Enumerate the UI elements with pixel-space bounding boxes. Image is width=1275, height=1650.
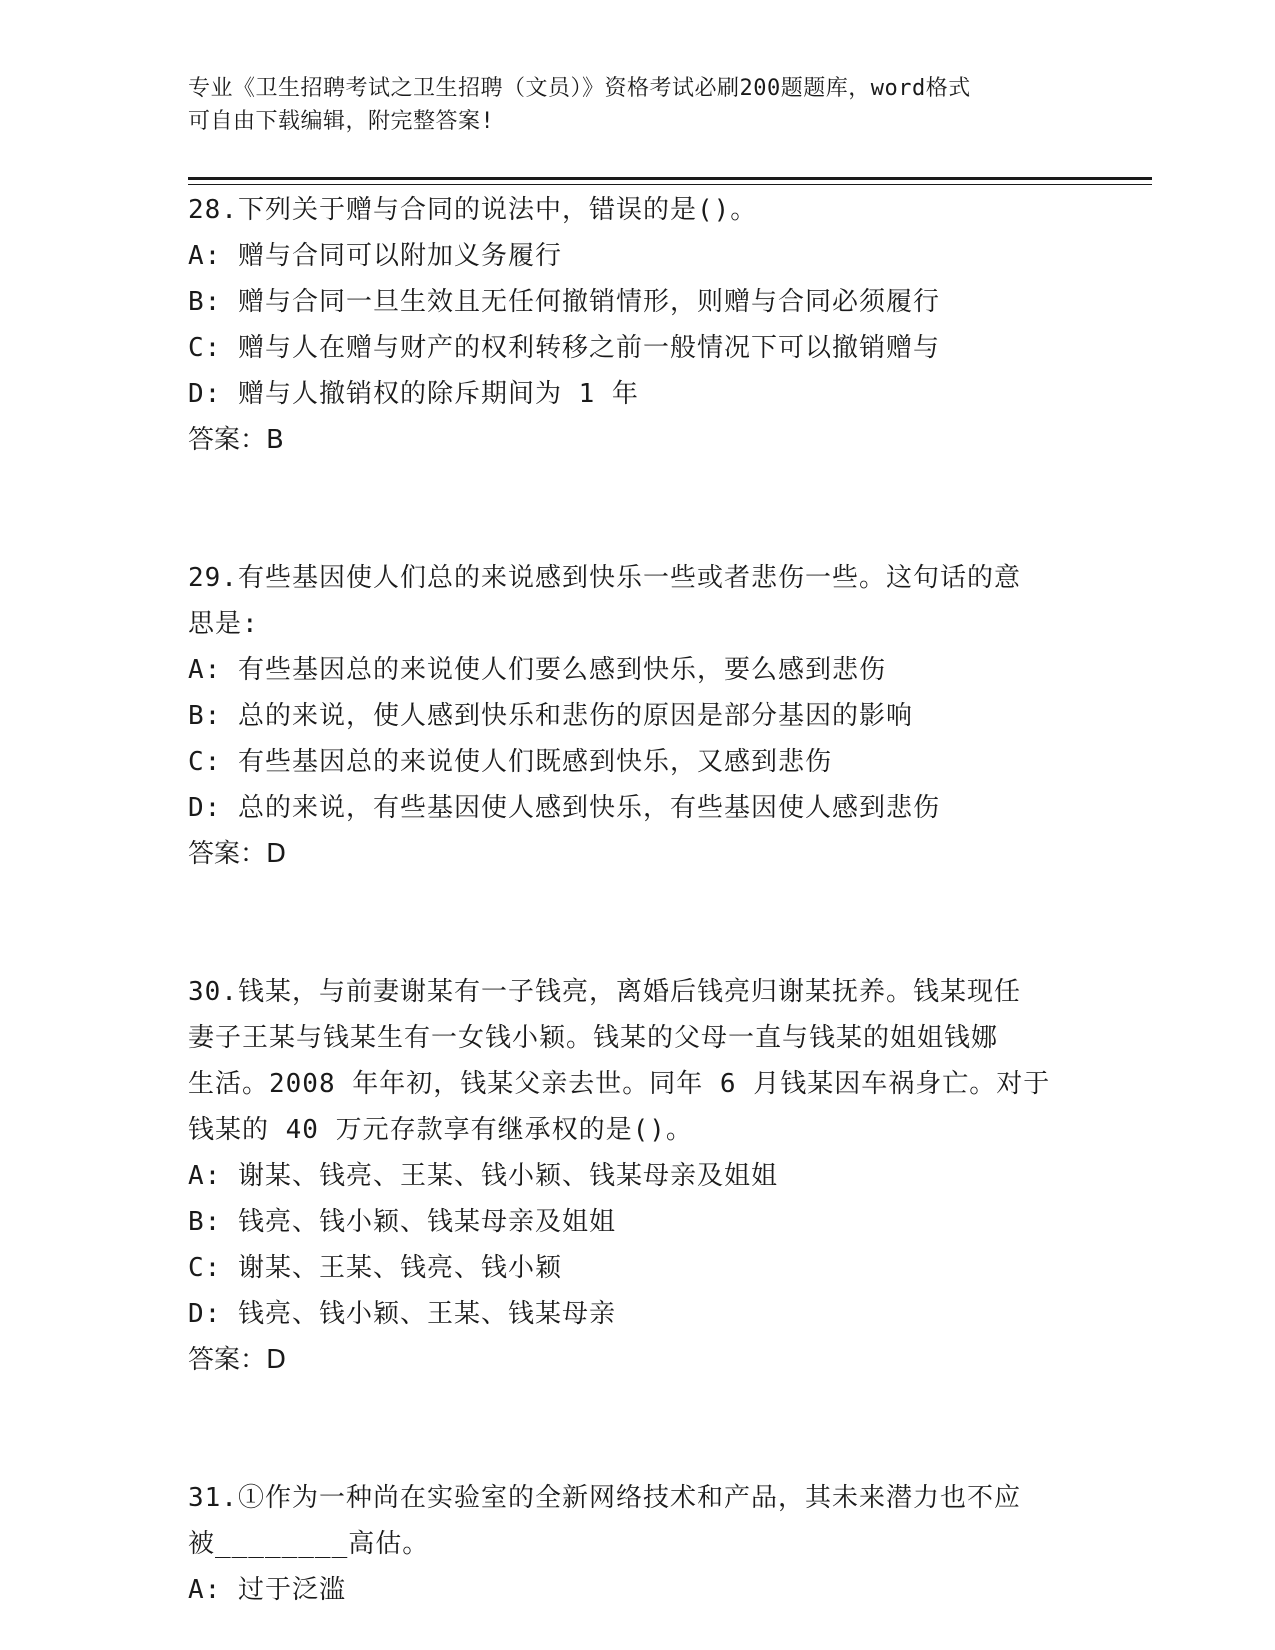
question-31: [188, 1475, 1088, 1613]
header-divider-thick: [188, 177, 1152, 180]
question-29: [188, 555, 1088, 877]
question-30: [188, 969, 1088, 1383]
header-line-2: 可自由下载编辑，附完整答案!: [188, 109, 495, 134]
option-b: B: 总的来说，使人感到快乐和悲伤的原因是部分基因的影响: [188, 701, 913, 731]
question-list: [188, 187, 1088, 1613]
question-stem-line: 被________高估。: [188, 1529, 430, 1559]
question-stem-line: 钱某的 40 万元存款享有继承权的是()。: [188, 1115, 693, 1145]
option-a: A: 过于泛滥: [188, 1575, 346, 1605]
document-header: [188, 72, 1088, 138]
header-divider-thin: [188, 184, 1152, 185]
question-stem-line: 28.下列关于赠与合同的说法中，错误的是()。: [188, 195, 758, 225]
option-a: A: 赠与合同可以附加义务履行: [188, 241, 562, 271]
question-28: [188, 187, 1088, 463]
option-a: A: 有些基因总的来说使人们要么感到快乐，要么感到悲伤: [188, 655, 886, 685]
question-stem-line: 生活。2008 年年初，钱某父亲去世。同年 6 月钱某因车祸身亡。对于: [188, 1069, 1051, 1099]
answer-label: 答案：B: [188, 425, 284, 455]
option-b: B: 赠与合同一旦生效且无任何撤销情形，则赠与合同必须履行: [188, 287, 940, 317]
question-stem-line: 30.钱某，与前妻谢某有一子钱亮，离婚后钱亮归谢某抚养。钱某现任: [188, 977, 1021, 1007]
option-c: C: 谢某、王某、钱亮、钱小颖: [188, 1253, 562, 1283]
question-separator: [188, 877, 1088, 969]
answer-label: 答案：D: [188, 839, 287, 869]
option-b: B: 钱亮、钱小颖、钱某母亲及姐姐: [188, 1207, 616, 1237]
option-c: C: 有些基因总的来说使人们既感到快乐，又感到悲伤: [188, 747, 832, 777]
option-d: D: 赠与人撤销权的除斥期间为 1 年: [188, 379, 639, 409]
question-stem-line: 思是:: [188, 609, 259, 639]
option-d: D: 钱亮、钱小颖、王某、钱某母亲: [188, 1299, 616, 1329]
question-stem-line: 31.①作为一种尚在实验室的全新网络技术和产品，其未来潜力也不应: [188, 1483, 1021, 1513]
question-separator: [188, 1383, 1088, 1475]
answer-label: 答案：D: [188, 1345, 287, 1375]
question-stem-line: 29.有些基因使人们总的来说感到快乐一些或者悲伤一些。这句话的意: [188, 563, 1021, 593]
option-c: C: 赠与人在赠与财产的权利转移之前一般情况下可以撤销赠与: [188, 333, 940, 363]
option-a: A: 谢某、钱亮、王某、钱小颖、钱某母亲及姐姐: [188, 1161, 778, 1191]
question-stem-line: 妻子王某与钱某生有一女钱小颖。钱某的父母一直与钱某的姐姐钱娜: [188, 1023, 999, 1053]
header-line-1: 专业《卫生招聘考试之卫生招聘（文员）》资格考试必刷200题题库，word格式: [188, 76, 971, 101]
option-d: D: 总的来说，有些基因使人感到快乐，有些基因使人感到悲伤: [188, 793, 940, 823]
question-separator: [188, 463, 1088, 555]
